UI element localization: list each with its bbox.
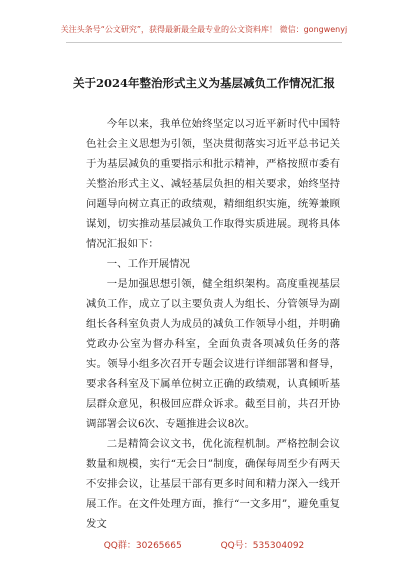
intro-paragraph: 今年以来，我单位始终坚定以习近平新时代中国特色社会主义思想为引领，坚决贯彻落实习近平总书记关于为基层减负的重要指示和批示精神，严格按照市委有关整治形式主义、减轻基层负担的相关要求，始终坚持问题导向树立真正的政绩观，精细组织实施，统筹兼顾谋划，切实推动基层减负工作取得实质进展。现将具体情况汇报如下： [86,118,340,250]
body-paragraph: 二是精简会议文书，优化流程机制。严格控制会议数量和规模，实行“无会日”制度，确保每周至少有两天不安排会议，让基层干部有更多时间和精力深入一线开展工作。在文件处理方面，推行“一文多用”，避免重复发文 [86,438,340,530]
footer-qq-group: QQ群：30265665 [103,541,182,551]
document-title: 关于2024年整治形式主义为基层减负工作情况汇报 [72,76,335,90]
footer-qq-number: QQ号：535304092 [220,541,305,551]
body-paragraph: 一是加强思想引领，健全组织架构。高度重视基层减负工作，成立了以主要负责人为组长、分管领导为副组长各科室负责人为成员的减负工作领导小组，并明确党政办公室为督办科室，全面负责各项减负任务的落实。领导小组多次召开专题会议进行详细部署和督导，要求各科室及下属单位树立正确的政绩观，认真倾听基层群众意见，积极回应群众诉求。截至目前，共召开协调部署会议6次、专题推进会议8次。 [86,278,340,430]
footer-contact [0,538,408,551]
section-heading: 一、工作开展情况 [106,258,190,270]
document-body [86,114,340,534]
header-divider [66,42,342,43]
header-promo-note: 关注头条号“公文研究”，获得最新最全最专业的公文资料库！ 微信：gongwenyj [60,25,348,34]
